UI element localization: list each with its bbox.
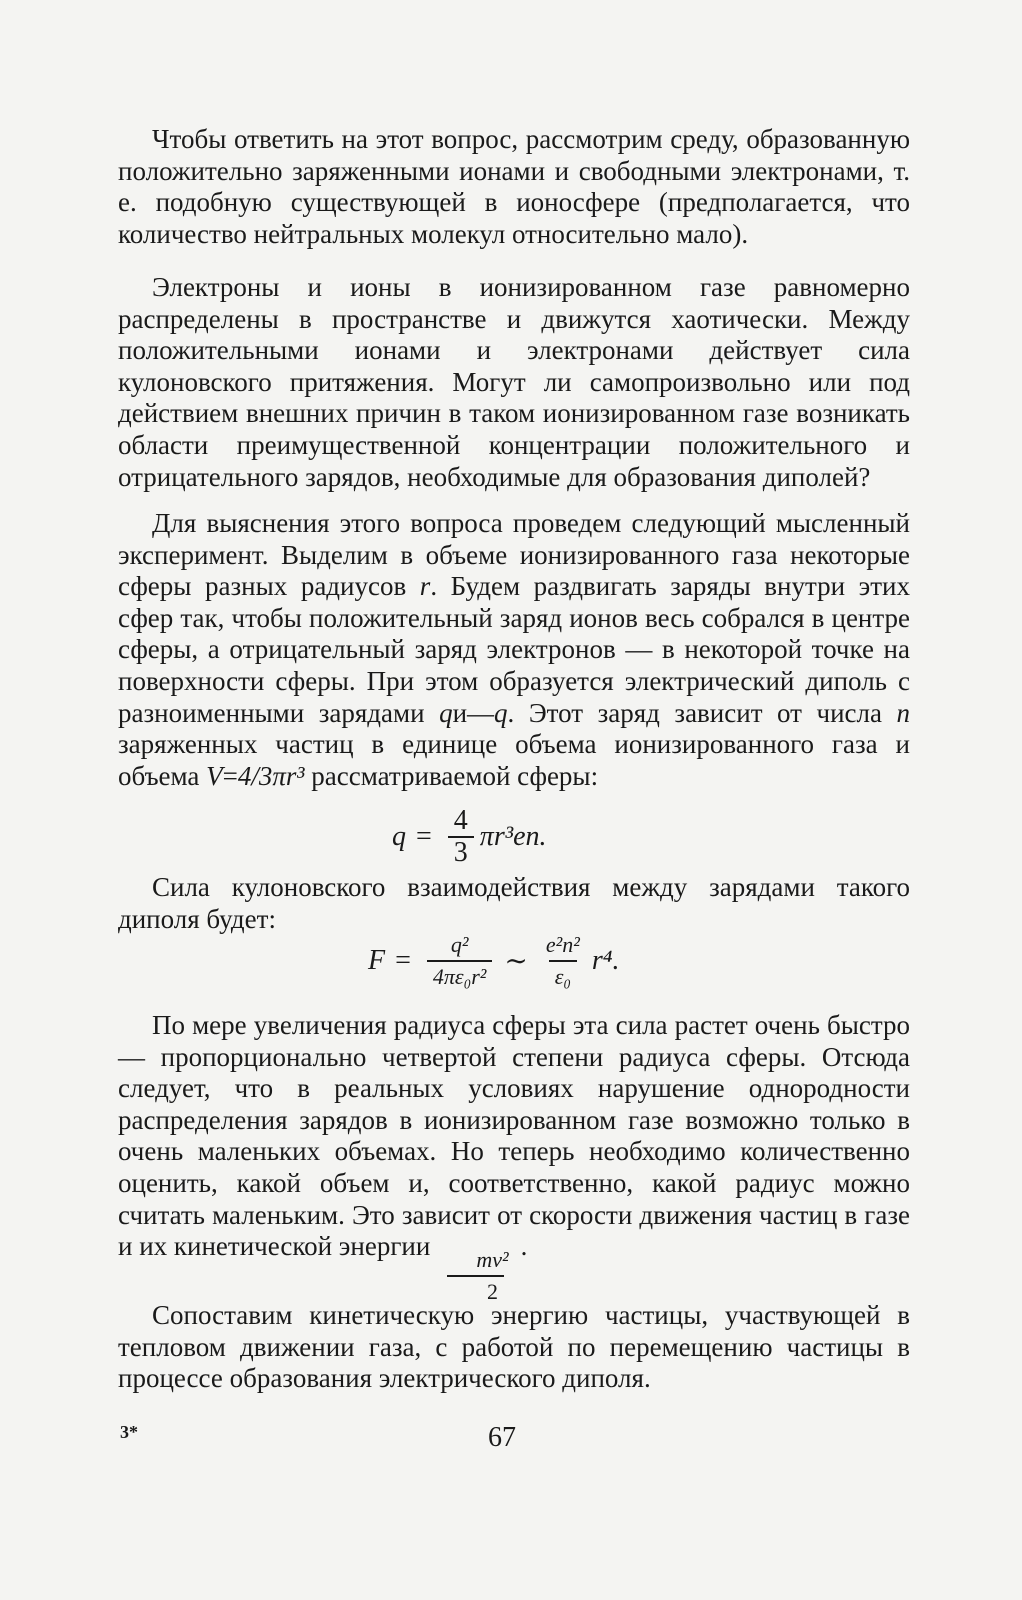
fraction-denominator: 3 xyxy=(448,836,474,868)
formula-force xyxy=(368,930,619,992)
paragraph-2 xyxy=(118,272,910,493)
symbol-q: q xyxy=(439,697,453,728)
formula-rhs: πr³en. xyxy=(479,821,547,852)
paragraph-5 xyxy=(118,1010,910,1307)
symbol-n: n xyxy=(896,697,910,728)
p5-segment: . xyxy=(520,1231,528,1262)
paragraph-3-text xyxy=(118,508,910,792)
p3-segment: . Будем раздвигать заряды внутри этих сфер так, чтобы положительный заряд ионов весь собрался в центре сферы, а отрицательный заряд электронов — в некоторой точке на поверхности сферы. При этом образуется электрический диполь с разноименными зарядами xyxy=(118,571,910,728)
fraction-numerator: e²n² xyxy=(545,932,580,957)
equals-sign: = xyxy=(416,821,432,852)
paragraph-4 xyxy=(118,872,910,935)
sphere-volume-expr: 4/3πr³ xyxy=(237,760,305,791)
fraction xyxy=(448,806,474,868)
fraction-denominator: 2 xyxy=(447,1275,504,1307)
formula-rhs: r⁴. xyxy=(591,945,620,976)
p3-segment: . Этот заряд зависит от числа xyxy=(507,697,897,728)
p5-segment: По мере увеличения радиуса сферы эта сила растет очень быстро — пропорционально четвертой степени радиуса сферы. Отсюда следует, что в реальных условиях нарушение однородности распределения зарядов в ионизированном газе возможно только в очень маленьких объемах. Но теперь необходимо количественно оценить, какой объем и, соответственно, какой радиус можно считать маленьким. Это зависит от скорости движения частиц в газе и их кинетической энергии xyxy=(118,1010,910,1262)
fraction-denominator: ε₀ xyxy=(549,960,577,992)
paragraph-6-text: Сопоставим кинетическую энергию частицы, участвующей в тепловом движении газа, с работой по перемещению частицы в процессе образования электрического диполя. xyxy=(118,1300,910,1394)
paragraph-6 xyxy=(118,1300,910,1395)
paragraph-1 xyxy=(118,124,910,250)
p3-segment: и— xyxy=(452,697,495,728)
formula-lhs: F xyxy=(368,945,386,976)
symbol-V: V xyxy=(206,760,223,791)
page-number: 67 xyxy=(488,1422,516,1453)
paragraph-3 xyxy=(118,508,910,792)
signature-mark: 3* xyxy=(120,1422,138,1442)
formula-lhs: q xyxy=(392,821,406,852)
p3-segment: заряженных частиц в единице объема ионизированного газа и объема xyxy=(118,729,910,791)
fraction-numerator: q² xyxy=(450,932,469,957)
fraction-numerator: 4 xyxy=(453,805,468,836)
symbol-q: q xyxy=(494,697,508,728)
fraction xyxy=(427,930,493,992)
formula-charge xyxy=(392,806,547,868)
paragraph-4-text: Сила кулоновского взаимодействия между зарядами такого диполя будет: xyxy=(118,872,910,934)
paragraph-1-text: Чтобы ответить на этот вопрос, рассмотрим среду, образованную положительно заряженными ионами и свободными электронами, т. е. подобную существующей в ионосфере (предполагается, что количество нейтральных молекул относительно мало). xyxy=(118,124,910,249)
p3-segment: = xyxy=(222,760,238,791)
fraction-kinetic-energy xyxy=(436,1245,514,1307)
fraction-denominator: 4πε₀r² xyxy=(427,960,493,992)
fraction-numerator: mv² xyxy=(476,1247,509,1273)
symbol-r: r xyxy=(419,571,431,602)
equals-sign: = xyxy=(395,945,411,976)
paragraph-2-text: Электроны и ионы в ионизированном газе равномерно распределены в пространстве и движутся хаотически. Между положительными ионами и электронами действует сила кулоновского притяжения. Могут ли самопроизвольно или под действием внешних причин в таком ионизированном газе возникать области преимущественной концентрации положительного и отрицательного зарядов, необходимые для образования диполей? xyxy=(118,272,910,492)
proportional-sign: ∼ xyxy=(504,946,528,977)
p3-segment: рассматриваемой сферы: xyxy=(304,760,599,791)
p3-segment: Для выяснения этого вопроса проведем следующий мысленный эксперимент. Выделим в объеме ионизированного газа некоторые сферы разных радиусов xyxy=(118,508,910,602)
fraction xyxy=(540,930,586,992)
paragraph-5-text xyxy=(118,1010,910,1307)
